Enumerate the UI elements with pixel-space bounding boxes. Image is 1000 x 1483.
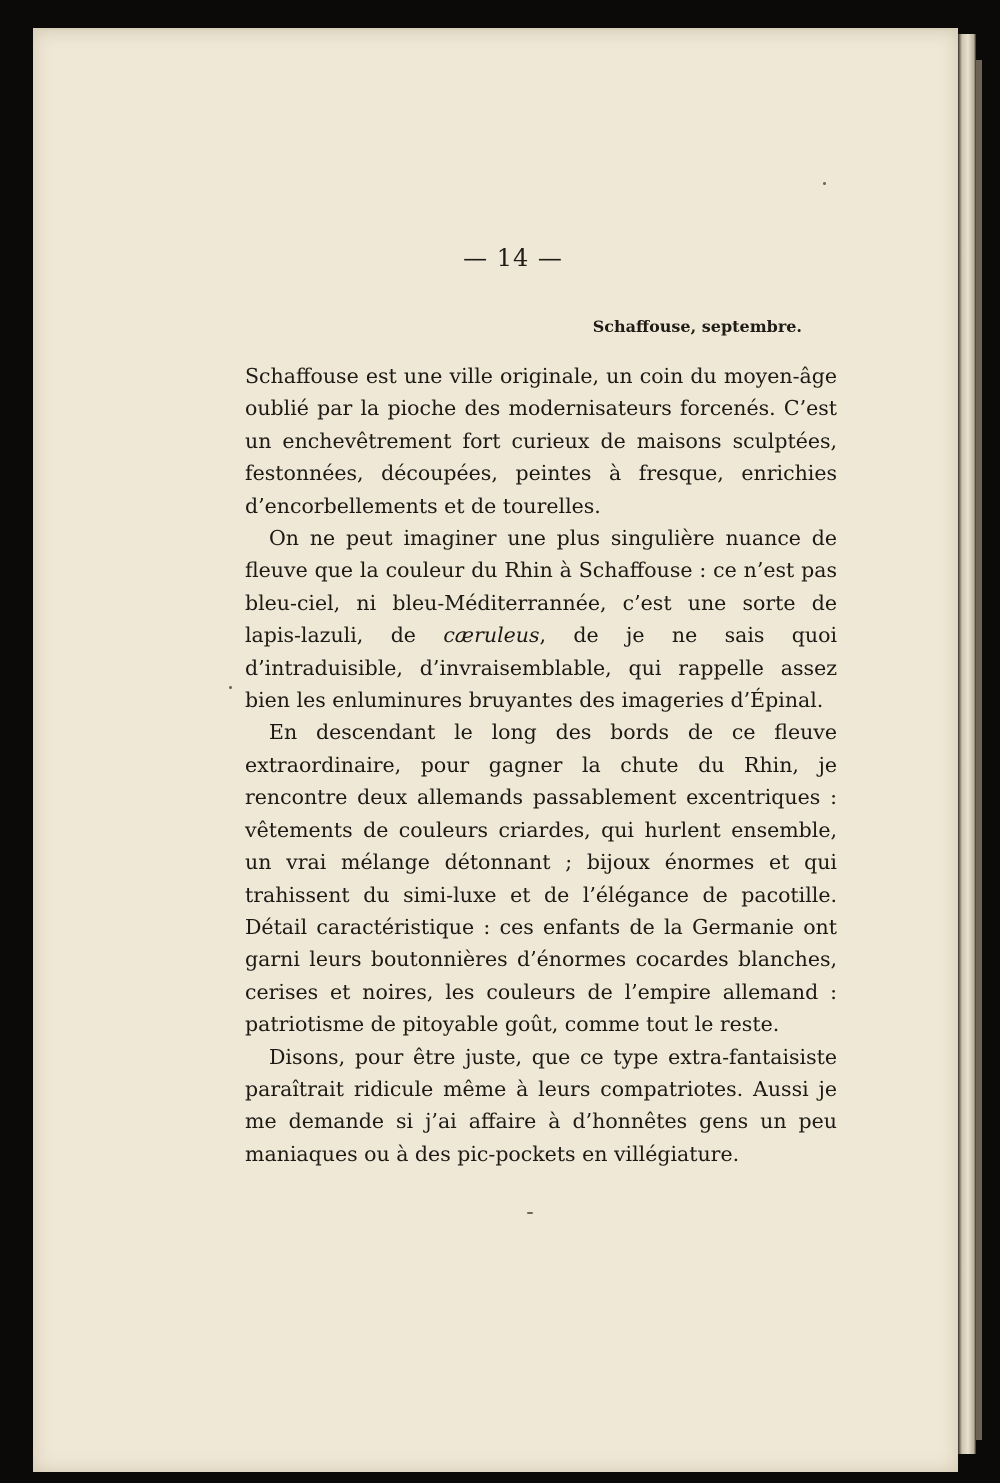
paper-speck [823, 182, 826, 185]
paper-speck [527, 1212, 533, 1214]
book-binding-edge [976, 60, 982, 1440]
paragraph [245, 1041, 837, 1171]
paragraph-text: On ne peut imaginer une plus singulière nuance de fleuve que la couleur du Rhin à Schaffouse : ce n’est pas bleu-ciel, ni bleu-Méditerrannée, c’est une sorte de lapis-lazuli, de [245, 526, 837, 648]
paragraph-text: En descendant le long des bords de ce fleuve extraordinaire, pour gagner la chute du Rhin, je rencontre deux allemands passablement excentriques : vêtements de couleurs criardes, qui hurlent ensemble, un vrai mélange détonnant ; bijoux énormes et qui trahissent du simi-luxe et de l’élégance de pacotille. Détail caractéristique : ces enfants de la Germanie ont garni leurs boutonnières d’énormes cocardes blanches, cerises et noires, les couleurs de l’empire allemand : patriotisme de pitoyable goût, comme tout le reste. [245, 720, 837, 1037]
italic-latin-word: cæruleus [443, 623, 540, 648]
paragraph-text: Schaffouse est une ville originale, un coin du moyen-âge oublié par la pioche des modernisateurs forcenés. C’est un enchevêtrement fort curieux de maisons sculptées, festonnées, découpées, peintes à fresque, enrichies d’encorbellements et de tourelles. [245, 364, 837, 518]
page-number: — 14 — [463, 244, 563, 272]
adjacent-page-edge [958, 34, 976, 1454]
paragraph [245, 716, 837, 1040]
paragraph-text: , de je ne sais quoi d’intraduisible, d’invraisemblable, qui rappelle assez bien les enluminures bruyantes des imageries d’Épinal. [245, 623, 838, 713]
paragraph [245, 522, 837, 716]
dateline: Schaffouse, septembre. [592, 317, 802, 336]
paragraph-text: Disons, pour être juste, que ce type extra-fantaisiste paraîtrait ridicule même à leurs compatriotes. Aussi je me demande si j’ai affaire à d’honnêtes gens un peu maniaques ou à des pic-pockets en villégiature. [245, 1044, 837, 1166]
body-text [245, 360, 837, 1170]
page-sheet [33, 30, 958, 1472]
paragraph [245, 360, 837, 522]
paper-speck [229, 686, 232, 689]
